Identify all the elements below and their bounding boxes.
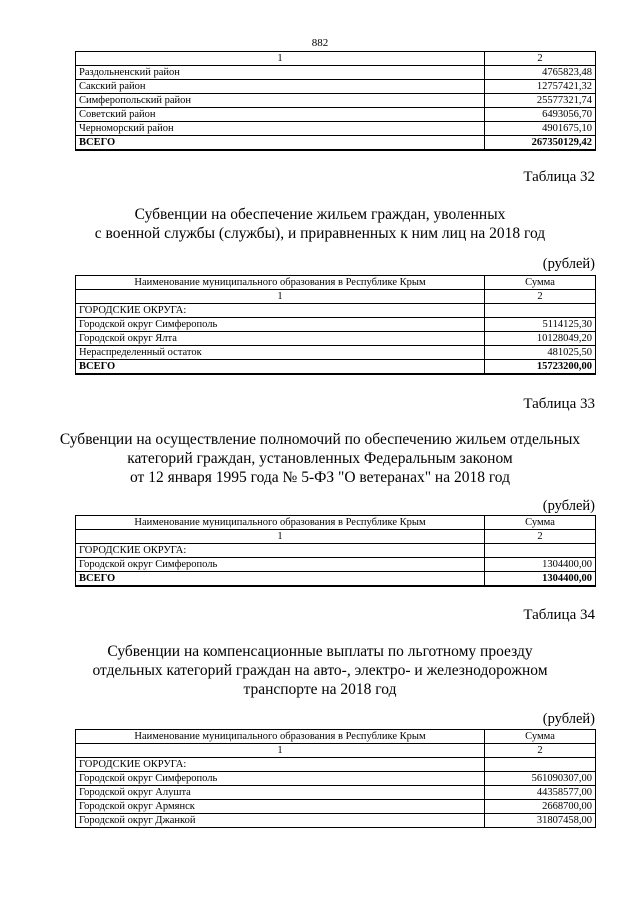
row-amount: 561090307,00 [485,772,596,786]
total-label: ВСЕГО [76,572,485,587]
header-amount: Сумма [485,730,596,744]
table-33-units: (рублей) [542,498,595,514]
table-34-title [40,642,600,699]
row-name: Черноморский район [76,122,485,136]
section-amount-empty [485,758,596,772]
row-name: Нераспределенный остаток [76,346,485,360]
row-amount: 44358577,00 [485,786,596,800]
column-number-row [76,290,596,304]
total-row [76,360,596,375]
table-row [76,318,596,332]
header-name: Наименование муниципального образования в Республике Крым [76,276,485,290]
header-name: Наименование муниципального образования в Республике Крым [76,516,485,530]
total-amount: 1304400,00 [485,572,596,587]
section-label: ГОРОДСКИЕ ОКРУГА: [76,304,485,318]
row-amount: 4765823,48 [485,66,596,80]
table-32-label: Таблица 32 [523,169,595,185]
row-name: Городской округ Симферополь [76,558,485,572]
column-number-row [76,52,596,66]
total-row [76,136,596,151]
table-32-title [40,205,600,243]
row-amount: 10128049,20 [485,332,596,346]
row-amount: 25577321,74 [485,94,596,108]
title-line: от 12 января 1995 года № 5-ФЗ "О ветеранах" на 2018 год [130,469,510,486]
row-name: Раздольненский район [76,66,485,80]
column-number: 1 [76,290,485,304]
total-amount: 15723200,00 [485,360,596,375]
header-amount: Сумма [485,276,596,290]
table-row [76,786,596,800]
column-number: 2 [485,744,596,758]
table-row [76,108,596,122]
title-line: отдельных категорий граждан на авто-, электро- и железнодорожном [92,662,548,679]
row-name: Городской округ Алушта [76,786,485,800]
row-amount: 5114125,30 [485,318,596,332]
table-34-units: (рублей) [542,711,595,727]
table-row [76,80,596,94]
column-number-row [76,530,596,544]
column-number: 2 [485,52,596,66]
row-name: Городской округ Ялта [76,332,485,346]
top-table [75,51,596,151]
row-amount: 31807458,00 [485,814,596,828]
title-line: Субвенции на осуществление полномочий по обеспечению жильем отдельных [59,431,581,448]
column-number-row [76,744,596,758]
table-row [76,332,596,346]
title-line: транспорте на 2018 год [243,681,397,698]
total-amount: 267350129,42 [485,136,596,151]
title-line: Субвенции на обеспечение жильем граждан, уволенных [134,206,506,223]
table-34 [75,729,596,828]
total-row [76,572,596,587]
section-row [76,544,596,558]
table-34-label: Таблица 34 [523,607,595,623]
header-row [76,516,596,530]
header-row [76,730,596,744]
header-row [76,276,596,290]
table-row [76,772,596,786]
title-line: с военной службы (службы), и приравненных к ним лиц на 2018 год [94,225,546,242]
section-amount-empty [485,544,596,558]
column-number: 1 [76,52,485,66]
total-label: ВСЕГО [76,360,485,375]
row-amount: 2668700,00 [485,800,596,814]
column-number: 1 [76,530,485,544]
section-row [76,304,596,318]
table-32 [75,275,596,375]
table-33-title [40,430,600,487]
column-number: 2 [485,290,596,304]
table-row [76,346,596,360]
row-name: Сакский район [76,80,485,94]
total-label: ВСЕГО [76,136,485,151]
page-number: 882 [311,37,329,49]
title-line: Субвенции на компенсационные выплаты по льготному проезду [107,643,533,660]
row-amount: 4901675,10 [485,122,596,136]
row-name: Городской округ Армянск [76,800,485,814]
table-row [76,122,596,136]
table-33-label: Таблица 33 [523,396,595,412]
header-amount: Сумма [485,516,596,530]
row-name: Советский район [76,108,485,122]
row-amount: 1304400,00 [485,558,596,572]
table-33 [75,515,596,587]
row-name: Городской округ Джанкой [76,814,485,828]
section-amount-empty [485,304,596,318]
header-name: Наименование муниципального образования в Республике Крым [76,730,485,744]
row-amount: 481025,50 [485,346,596,360]
table-32-units: (рублей) [542,256,595,272]
section-label: ГОРОДСКИЕ ОКРУГА: [76,544,485,558]
table-row [76,558,596,572]
section-label: ГОРОДСКИЕ ОКРУГА: [76,758,485,772]
row-amount: 6493056,70 [485,108,596,122]
table-row [76,94,596,108]
table-row [76,814,596,828]
table-row [76,66,596,80]
title-line: категорий граждан, установленных Федеральным законом [127,450,513,467]
row-name: Городской округ Симферополь [76,318,485,332]
row-name: Городской округ Симферополь [76,772,485,786]
row-amount: 12757421,32 [485,80,596,94]
column-number: 1 [76,744,485,758]
column-number: 2 [485,530,596,544]
row-name: Симферопольский район [76,94,485,108]
table-row [76,800,596,814]
section-row [76,758,596,772]
